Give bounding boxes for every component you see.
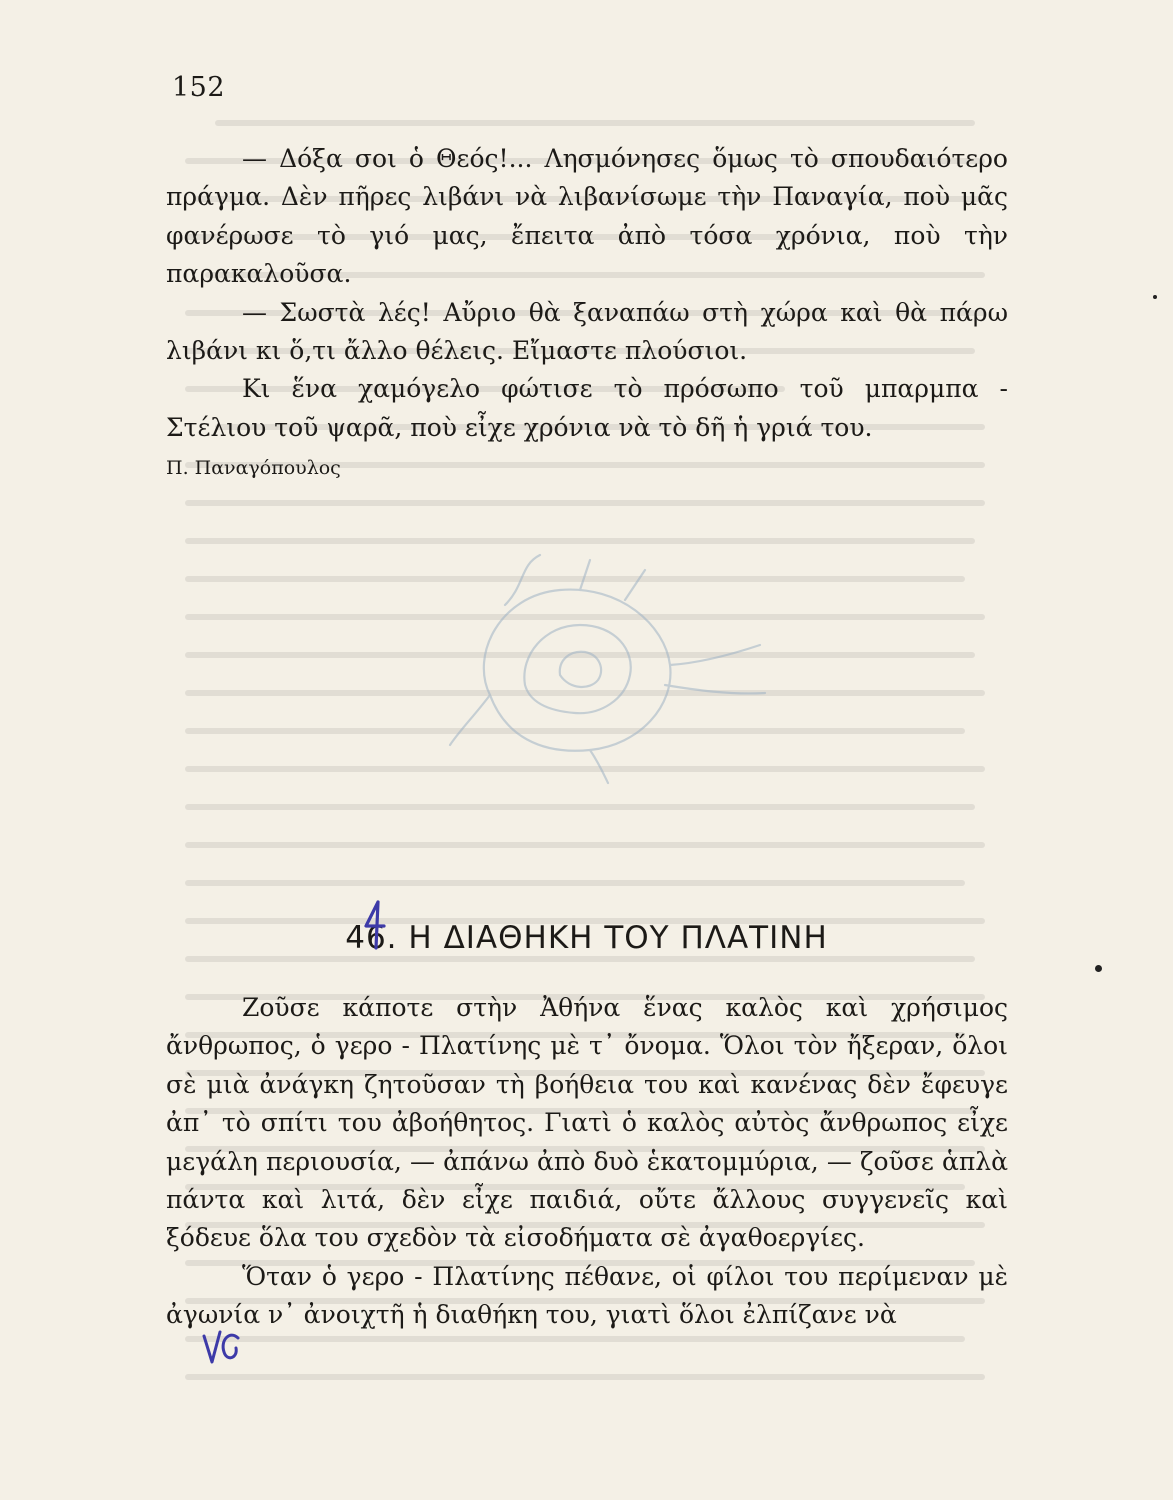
page-number: 152 xyxy=(172,72,226,103)
paragraph: — Δόξα σοι ὁ Θεός!... Λησμόνησες ὅμως τὸ σπουδαιότερο πράγμα. Δὲν πῆρες λιβάνι νὰ λιβανίσωμε τὴν Παναγία, ποὺ μᾶς φανέρωσε τὸ γιό μας, ἔπειτα ἀπὸ τόσα χρόνια, ποὺ τὴν παρακαλοῦσα. xyxy=(166,144,1008,289)
ink-speck xyxy=(1153,295,1157,299)
seashell-ornament xyxy=(430,545,770,785)
paragraph: — Σωστὰ λές! Αὔριο θὰ ξαναπάω στὴ χώρα καὶ θὰ πάρω λιβάνι κι ὅ,τι ἄλλο θέλεις. Εἴμαστε πλούσιοι. xyxy=(166,297,1008,366)
paragraph: Κι ἕνα χαμόγελο φώτισε τὸ πρόσωπο τοῦ μπαρμπα - Στέλιου τοῦ ψαρᾶ, ποὺ εἶχε χρόνια νὰ τὸ δῆ ἡ γριά του. xyxy=(166,374,1008,442)
handwritten-number-annotation xyxy=(360,896,390,956)
ink-speck xyxy=(1095,965,1102,972)
text-block-lower xyxy=(166,989,1008,1335)
paragraph: Ζοῦσε κάποτε στὴν Ἀθήνα ἕνας καλὸς καὶ χρήσιμος ἄνθρωπος, ὁ γερο - Πλατίνης μὲ τ᾽ ὄνομα. Ὅλοι τὸν ἤξεραν, ὅλοι σὲ μιὰ ἀνάγκη ζητοῦσαν τὴ βοήθεια του καὶ κανένας δὲν ἔφευγε ἀπ᾽ τὸ σπίτι του ἀβοήθητος. Γιατὶ ὁ καλὸς αὐτὸς ἄνθρωπος εἶχε μεγάλη περιουσία, — ἀπάνω ἀπὸ δυὸ ἑκατομμύρια, — ζοῦσε ἁπλὰ πάντα καὶ λιτά, δὲν εἶχε παιδιά, οὔτε ἄλλους συγγενεῖς καὶ ξόδευε ὅλα του σχεδὸν τὰ εἰσοδήματα σὲ ἀγαθοεργίες. xyxy=(166,993,1008,1253)
chapter-number: 46. xyxy=(345,920,398,956)
chapter-title: Η ΔΙΑΘΗΚΗ ΤΟΥ ΠΛΑΤΙΝΗ xyxy=(408,920,828,956)
chapter-heading xyxy=(0,920,1173,956)
author-signature: Π. Παναγόπουλος xyxy=(166,457,341,480)
handwritten-margin-annotation xyxy=(200,1322,244,1368)
paragraph: Ὅταν ὁ γερο - Πλατίνης πέθανε, οἱ φίλοι του περίμεναν μὲ ἀγωνία ν᾽ ἀνοιχτῆ ἡ διαθήκη του, γιατὶ ὅλοι ἐλπίζανε νὰ xyxy=(166,1261,1008,1330)
text-block-upper xyxy=(166,140,1008,483)
